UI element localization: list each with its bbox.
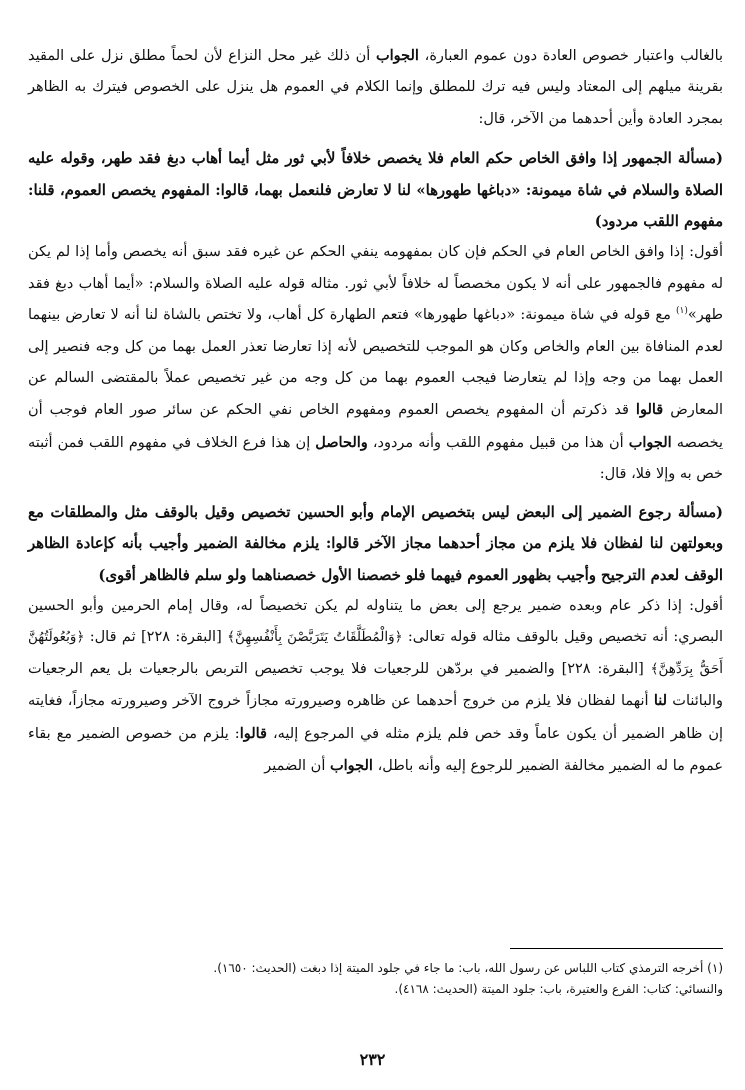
page-number: ٢٣٢ — [359, 1050, 386, 1069]
footnote-line-2: والنسائي: كتاب: الفرع والعتيرة، باب: جلود الميتة (الحديث: ٤١٦٨). — [394, 982, 723, 996]
keyword-they-said: قالوا — [635, 401, 664, 419]
footnote — [40, 958, 723, 1000]
issue-pronoun-heading: (مسألة رجوع الضمير إلى البعض ليس بتخصيص الإمام وأبو الحسين تخصيص وقيل بالوقف مثل والمطلقات مع وبعولتهن لنا لفظان فلا يلزم من مجاز أحدهما مجاز الآخر قالوا: يلزم مخالفة الضمير وأجيب بأنه كإعادة الظاهر الوقف لعدم الترجيح وأجيب بظهور العموم فيهما فلو خصصنا الأول خصصناهما ولو سلم فالظاهر أقوى) — [28, 503, 723, 584]
keyword-summary: والحاصل — [315, 433, 368, 451]
footnote-line-1: (١) أخرجه الترمذي كتاب اللباس عن رسول الله، باب: ما جاء في جلود الميتة إذا دبغت (الحديث: ١٦٥٠). — [213, 961, 723, 975]
keyword-for-us: لنا — [653, 692, 668, 710]
paragraph-commentary-2: أقول: إذا ذكر عام وبعده ضمير يرجع إلى بعض ما يتناوله لم يكن تخصيصاً له، وقال إمام الحرمين وأبو الحسين البصري: أنه تخصيص وقيل بالوقف مثاله قوله تعالى: ﴿وَالْمُطَلَّقَاتُ يَتَرَبَّصْنَ بِأَنْفُسِهِنَّ﴾ [البقرة: ٢٢٨] ثم قال: ﴿وَبُعُولَتُهُنَّ أَحَقُّ بِرَدِّهِنَّ﴾ [البقرة: ٢٢٨] والضمير في بردّهن للرجعيات فلا يوجب تخصيص التربص بالرجعيات بل يعم الرجعيات والبائنات لنا أنهما لفظان فلا يلزم من خروج أحدهما عن ظاهره وصيرورته مجازاً خروج الآخر وصيرورته مجازاً، فغايته إن ظاهر الضمير أن يكون عاماً وقد خص فلم يلزم مثله في المرجوع إليه، قالوا: يلزم من خصوص الضمير مع بقاء عموم ما له الضمير مخالفة الضمير للرجوع إليه وأنه باطل، الجواب أن الضمير — [28, 597, 724, 774]
footnote-separator — [510, 948, 723, 949]
keyword-answer: الجواب — [628, 433, 672, 451]
keyword-answer: الجواب — [329, 756, 373, 774]
quran-verse: ﴿وَالْمُطَلَّقَاتُ يَتَرَبَّصْنَ بِأَنْفُسِهِنَّ﴾ — [227, 629, 403, 646]
footnote-ref[interactable]: (١) — [676, 306, 688, 317]
paragraph-continuation: بالغالب واعتبار خصوص العادة دون عموم العبارة، الجواب أن ذلك غير محل النزاع لأن لحماً مطلق نزل على المقيد بقرينة ميلهم إلى المعتاد وليس فيه ترك للمطلق وإنما الكلام في العموم هل ينزل على الخصوص فيترك به الظاهر بمجرد العادة وأين أحدهما من الآخر، قال: — [28, 47, 724, 127]
quran-verse: ﴿وَبُعُولَتُهُنَّ أَحَقُّ بِرَدِّهِنَّ﴾ — [28, 629, 723, 677]
page-body — [28, 40, 723, 782]
keyword-they-said: قالوا — [239, 724, 267, 742]
issue-majority-heading: (مسألة الجمهور إذا وافق الخاص حكم العام فلا يخصص خلافاً لأبي ثور مثل أيما أهاب دبغ فقد طهر، وقوله عليه الصلاة والسلام في شاة ميمونة: «دباغها طهورها» لنا لا تعارض فلنعمل بهما، قالوا: المفهوم يخصص العموم، قلنا: مفهوم اللقب مردود) — [28, 150, 723, 231]
paragraph-commentary-1: أقول: إذا وافق الخاص العام في الحكم فإن كان بمفهومه ينفي الحكم عن غيره فقد سبق أنه يخصص وأما إذا لم يكن له مفهوم فالجمهور على أنه لا يكون مخصصاً له خلافاً لأبي ثور. مثاله قوله عليه الصلاة والسلام: «أيما أهاب دبغ فقد طهر»$^{(١)}$ مع قوله في شاة ميمونة: «دباغها طهورها» فتعم الطهارة كل أهاب، ولا تختص بالشاة لنا أنه لا تعارض بينهما لعدم المنافاة بين العام والخاص وكان هو الموجب للتخصيص لأنه إذا تعارضا تعذر العمل بهما من كل وجه فنصير إلى العمل بهما من وجه وإذا لم يتعارضا فيجب العموم بهما من كل وجه من غير تخصيص عملاً بالمقتضى السالم عن المعارض قالوا قد ذكرتم أن المفهوم يخصص العموم ومفهوم الخاص نفي الحكم عن سائر صور العام فوجب أن يخصصه الجواب أن هذا من قبيل مفهوم اللقب وأنه مردود، والحاصل إن هذا فرع الخلاف في مفهوم اللقب فمن أثبته خص به وإلا فلا، قال: — [28, 244, 724, 483]
keyword-answer: الجواب — [375, 47, 419, 64]
